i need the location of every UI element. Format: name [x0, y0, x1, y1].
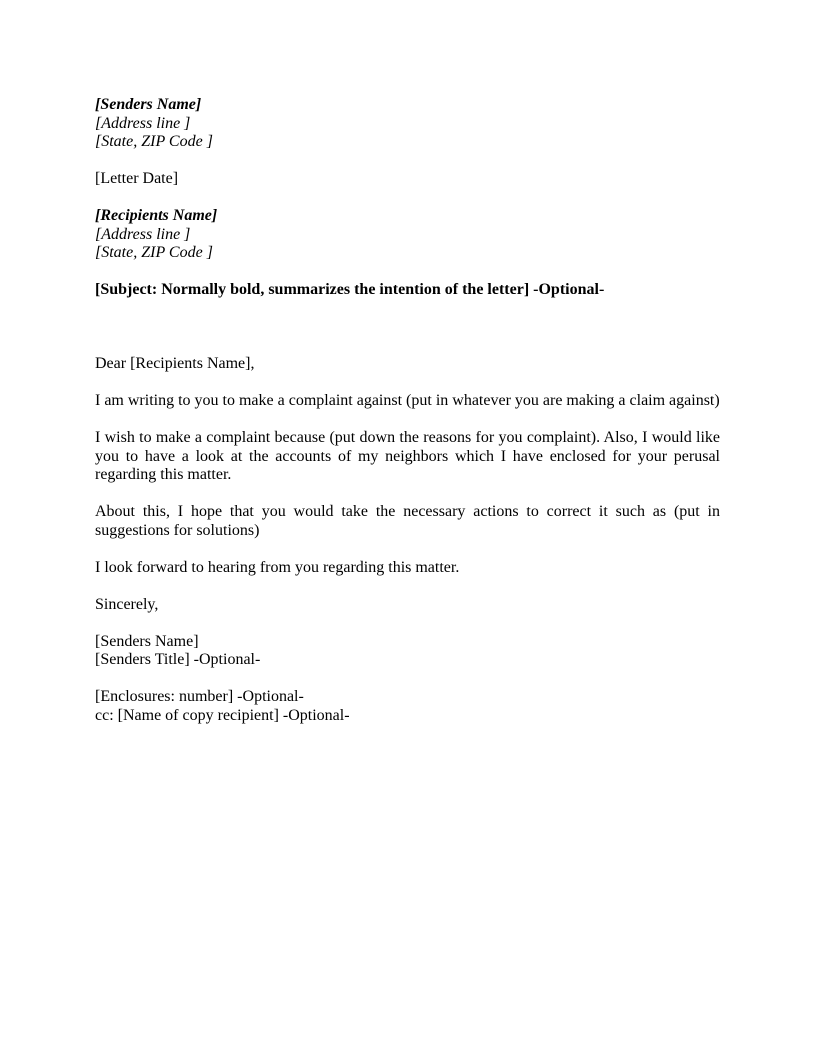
sender-address-block: [95, 96, 720, 152]
recipient-address-block: [95, 207, 720, 263]
signature-name-line: [Senders Name]: [95, 632, 199, 650]
sender-name-line: [Senders Name]: [95, 96, 202, 113]
sender-address-line: [Address line ]: [95, 114, 191, 132]
signature-title-line: [Senders Title] -Optional-: [95, 651, 261, 668]
letter-date-block: [95, 170, 720, 189]
body-paragraph: I wish to make a complaint because (put down the reasons for you complaint). Also, I would like you to have a look at the accounts of my neighbors which I have enclosed for your perusal regarding this matter.: [95, 429, 720, 483]
letter-date-line: [Letter Date]: [95, 170, 179, 187]
subject-line: [Subject: Normally bold, summarizes the intention of the letter] -Optional-: [95, 281, 605, 298]
signature-block: [95, 633, 720, 670]
closing-line: Sincerely,: [95, 595, 159, 613]
recipient-address-line: [Address line ]: [95, 225, 191, 243]
letter-content: [95, 96, 720, 744]
closing-block: [95, 596, 720, 615]
enclosures-block: [95, 688, 720, 725]
recipient-name-line: [Recipients Name]: [95, 207, 218, 224]
body-paragraph: I am writing to you to make a complaint against (put in whatever you are making a claim against): [95, 392, 720, 409]
sender-state-zip-line: [State, ZIP Code ]: [95, 133, 213, 150]
recipient-state-zip-line: [State, ZIP Code ]: [95, 244, 213, 261]
salutation-block: [95, 355, 720, 374]
body-paragraph: About this, I hope that you would take the necessary actions to correct it such as (put in suggestions for solutions): [95, 503, 720, 539]
enclosures-line: [Enclosures: number] -Optional-: [95, 688, 304, 705]
salutation-line: Dear [Recipients Name],: [95, 355, 255, 372]
cc-line: cc: [Name of copy recipient] -Optional-: [95, 706, 350, 724]
body-paragraph: I look forward to hearing from you regarding this matter.: [95, 558, 460, 576]
subject-block: [95, 281, 720, 300]
